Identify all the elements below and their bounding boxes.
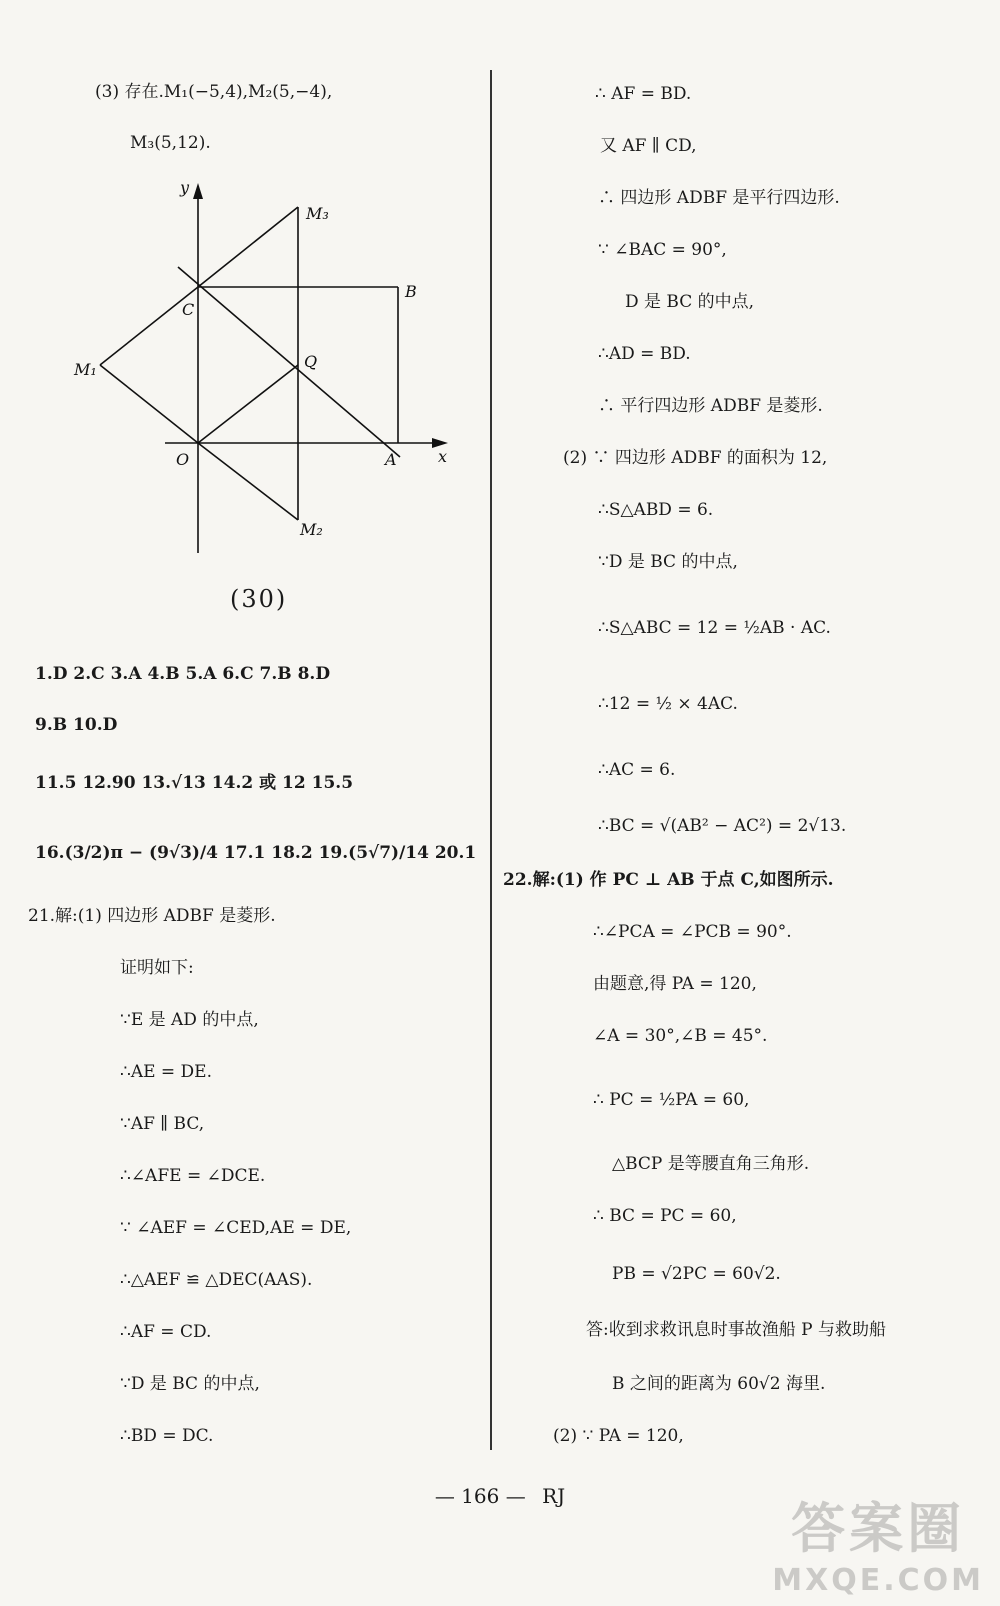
- right-line-12: ∴12 = ½ × 4AC.: [598, 694, 738, 714]
- right-line-11: ∴S△ABC = 12 = ½AB · AC.: [598, 618, 831, 638]
- watermark-url: MXQE.COM: [772, 1563, 984, 1598]
- right-line-23: 答:收到求救讯息时事故渔船 P 与救助船: [586, 1320, 886, 1340]
- q21-line-4: ∴AE = DE.: [120, 1062, 212, 1082]
- right-line-14: ∴BC = √(AB² − AC²) = 2√13.: [598, 816, 847, 836]
- segment-OQ: [198, 365, 298, 443]
- right-line-3: ∴ 四边形 ADBF 是平行四边形.: [598, 188, 840, 208]
- page-number: — 166 —: [434, 1484, 526, 1508]
- right-line-10: ∵D 是 BC 的中点,: [598, 552, 738, 572]
- label-M1: M₁: [74, 360, 97, 379]
- right-line-25: (2) ∵ PA = 120,: [553, 1426, 684, 1446]
- label-y: y: [180, 178, 190, 197]
- right-line-18: ∠A = 30°,∠B = 45°.: [593, 1026, 768, 1046]
- right-line-17: 由题意,得 PA = 120,: [593, 974, 757, 994]
- label-x: x: [438, 447, 448, 466]
- segment-CM1: [100, 287, 198, 365]
- label-Q: Q: [304, 352, 318, 371]
- q21-line-1: 21.解:(1) 四边形 ADBF 是菱形.: [28, 906, 276, 926]
- label-B: B: [405, 282, 417, 301]
- right-line-16: ∴∠PCA = ∠PCB = 90°.: [593, 922, 792, 942]
- answer-row-3: 11.5 12.90 13.√13 14.2 或 12 15.5: [35, 773, 354, 793]
- label-O: O: [176, 450, 190, 469]
- label-M2: M₂: [300, 520, 323, 539]
- intro-line-1: (3) 存在.M₁(−5,4),M₂(5,−4),: [95, 82, 333, 102]
- answer-row-4: 16.(3/2)π − (9√3)/4 17.1 18.2 19.(5√7)/14 20.1: [35, 843, 477, 863]
- segment-M1O: [100, 365, 198, 443]
- q21-line-3: ∵E 是 AD 的中点,: [120, 1010, 259, 1030]
- edition-tag: RJ: [542, 1484, 566, 1508]
- right-line-6: ∴AD = BD.: [598, 344, 691, 364]
- segment-CM3: [198, 207, 298, 287]
- label-C: C: [182, 300, 195, 319]
- right-line-2: 又 AF ∥ CD,: [600, 136, 697, 156]
- q21-line-9: ∴AF = CD.: [120, 1322, 212, 1342]
- watermark-text: 答案圈: [791, 1497, 966, 1560]
- right-line-13: ∴AC = 6.: [598, 760, 676, 780]
- column-divider: [490, 70, 492, 1450]
- right-line-15: 22.解:(1) 作 PC ⊥ AB 于点 C,如图所示.: [503, 870, 834, 890]
- intro-line-2: M₃(5,12).: [130, 133, 211, 153]
- y-axis-arrow: [193, 183, 203, 199]
- watermark-logo: [772, 1486, 984, 1598]
- right-line-20: △BCP 是等腰直角三角形.: [612, 1154, 810, 1174]
- label-A: A: [385, 450, 397, 469]
- right-line-1: ∴ AF = BD.: [595, 84, 692, 104]
- q21-line-7: ∵ ∠AEF = ∠CED,AE = DE,: [120, 1218, 352, 1238]
- right-line-24: B 之间的距离为 60√2 海里.: [612, 1374, 826, 1394]
- section-title: (30): [230, 585, 288, 613]
- right-line-9: ∴S△ABD = 6.: [598, 500, 714, 520]
- right-line-4: ∵ ∠BAC = 90°,: [598, 240, 727, 260]
- answer-row-2: 9.B 10.D: [35, 715, 118, 735]
- answer-row-1: 1.D 2.C 3.A 4.B 5.A 6.C 7.B 8.D: [35, 664, 331, 684]
- q21-line-10: ∵D 是 BC 的中点,: [120, 1374, 260, 1394]
- label-M3: M₃: [306, 204, 329, 223]
- right-line-7: ∴ 平行四边形 ADBF 是菱形.: [598, 396, 823, 416]
- right-line-5: D 是 BC 的中点,: [625, 292, 755, 312]
- q21-line-8: ∴△AEF ≌ △DEC(AAS).: [120, 1270, 313, 1290]
- q21-line-11: ∴BD = DC.: [120, 1426, 214, 1446]
- line-CA: [178, 267, 400, 457]
- right-line-22: PB = √2PC = 60√2.: [612, 1264, 781, 1284]
- coordinate-figure: [60, 175, 460, 565]
- q21-line-2: 证明如下:: [120, 958, 194, 978]
- right-line-8: (2) ∵ 四边形 ADBF 的面积为 12,: [563, 448, 828, 468]
- right-line-19: ∴ PC = ½PA = 60,: [593, 1090, 750, 1110]
- q21-line-5: ∵AF ∥ BC,: [120, 1114, 205, 1134]
- q21-line-6: ∴∠AFE = ∠DCE.: [120, 1166, 266, 1186]
- right-line-21: ∴ BC = PC = 60,: [593, 1206, 737, 1226]
- segment-OM2: [198, 443, 298, 520]
